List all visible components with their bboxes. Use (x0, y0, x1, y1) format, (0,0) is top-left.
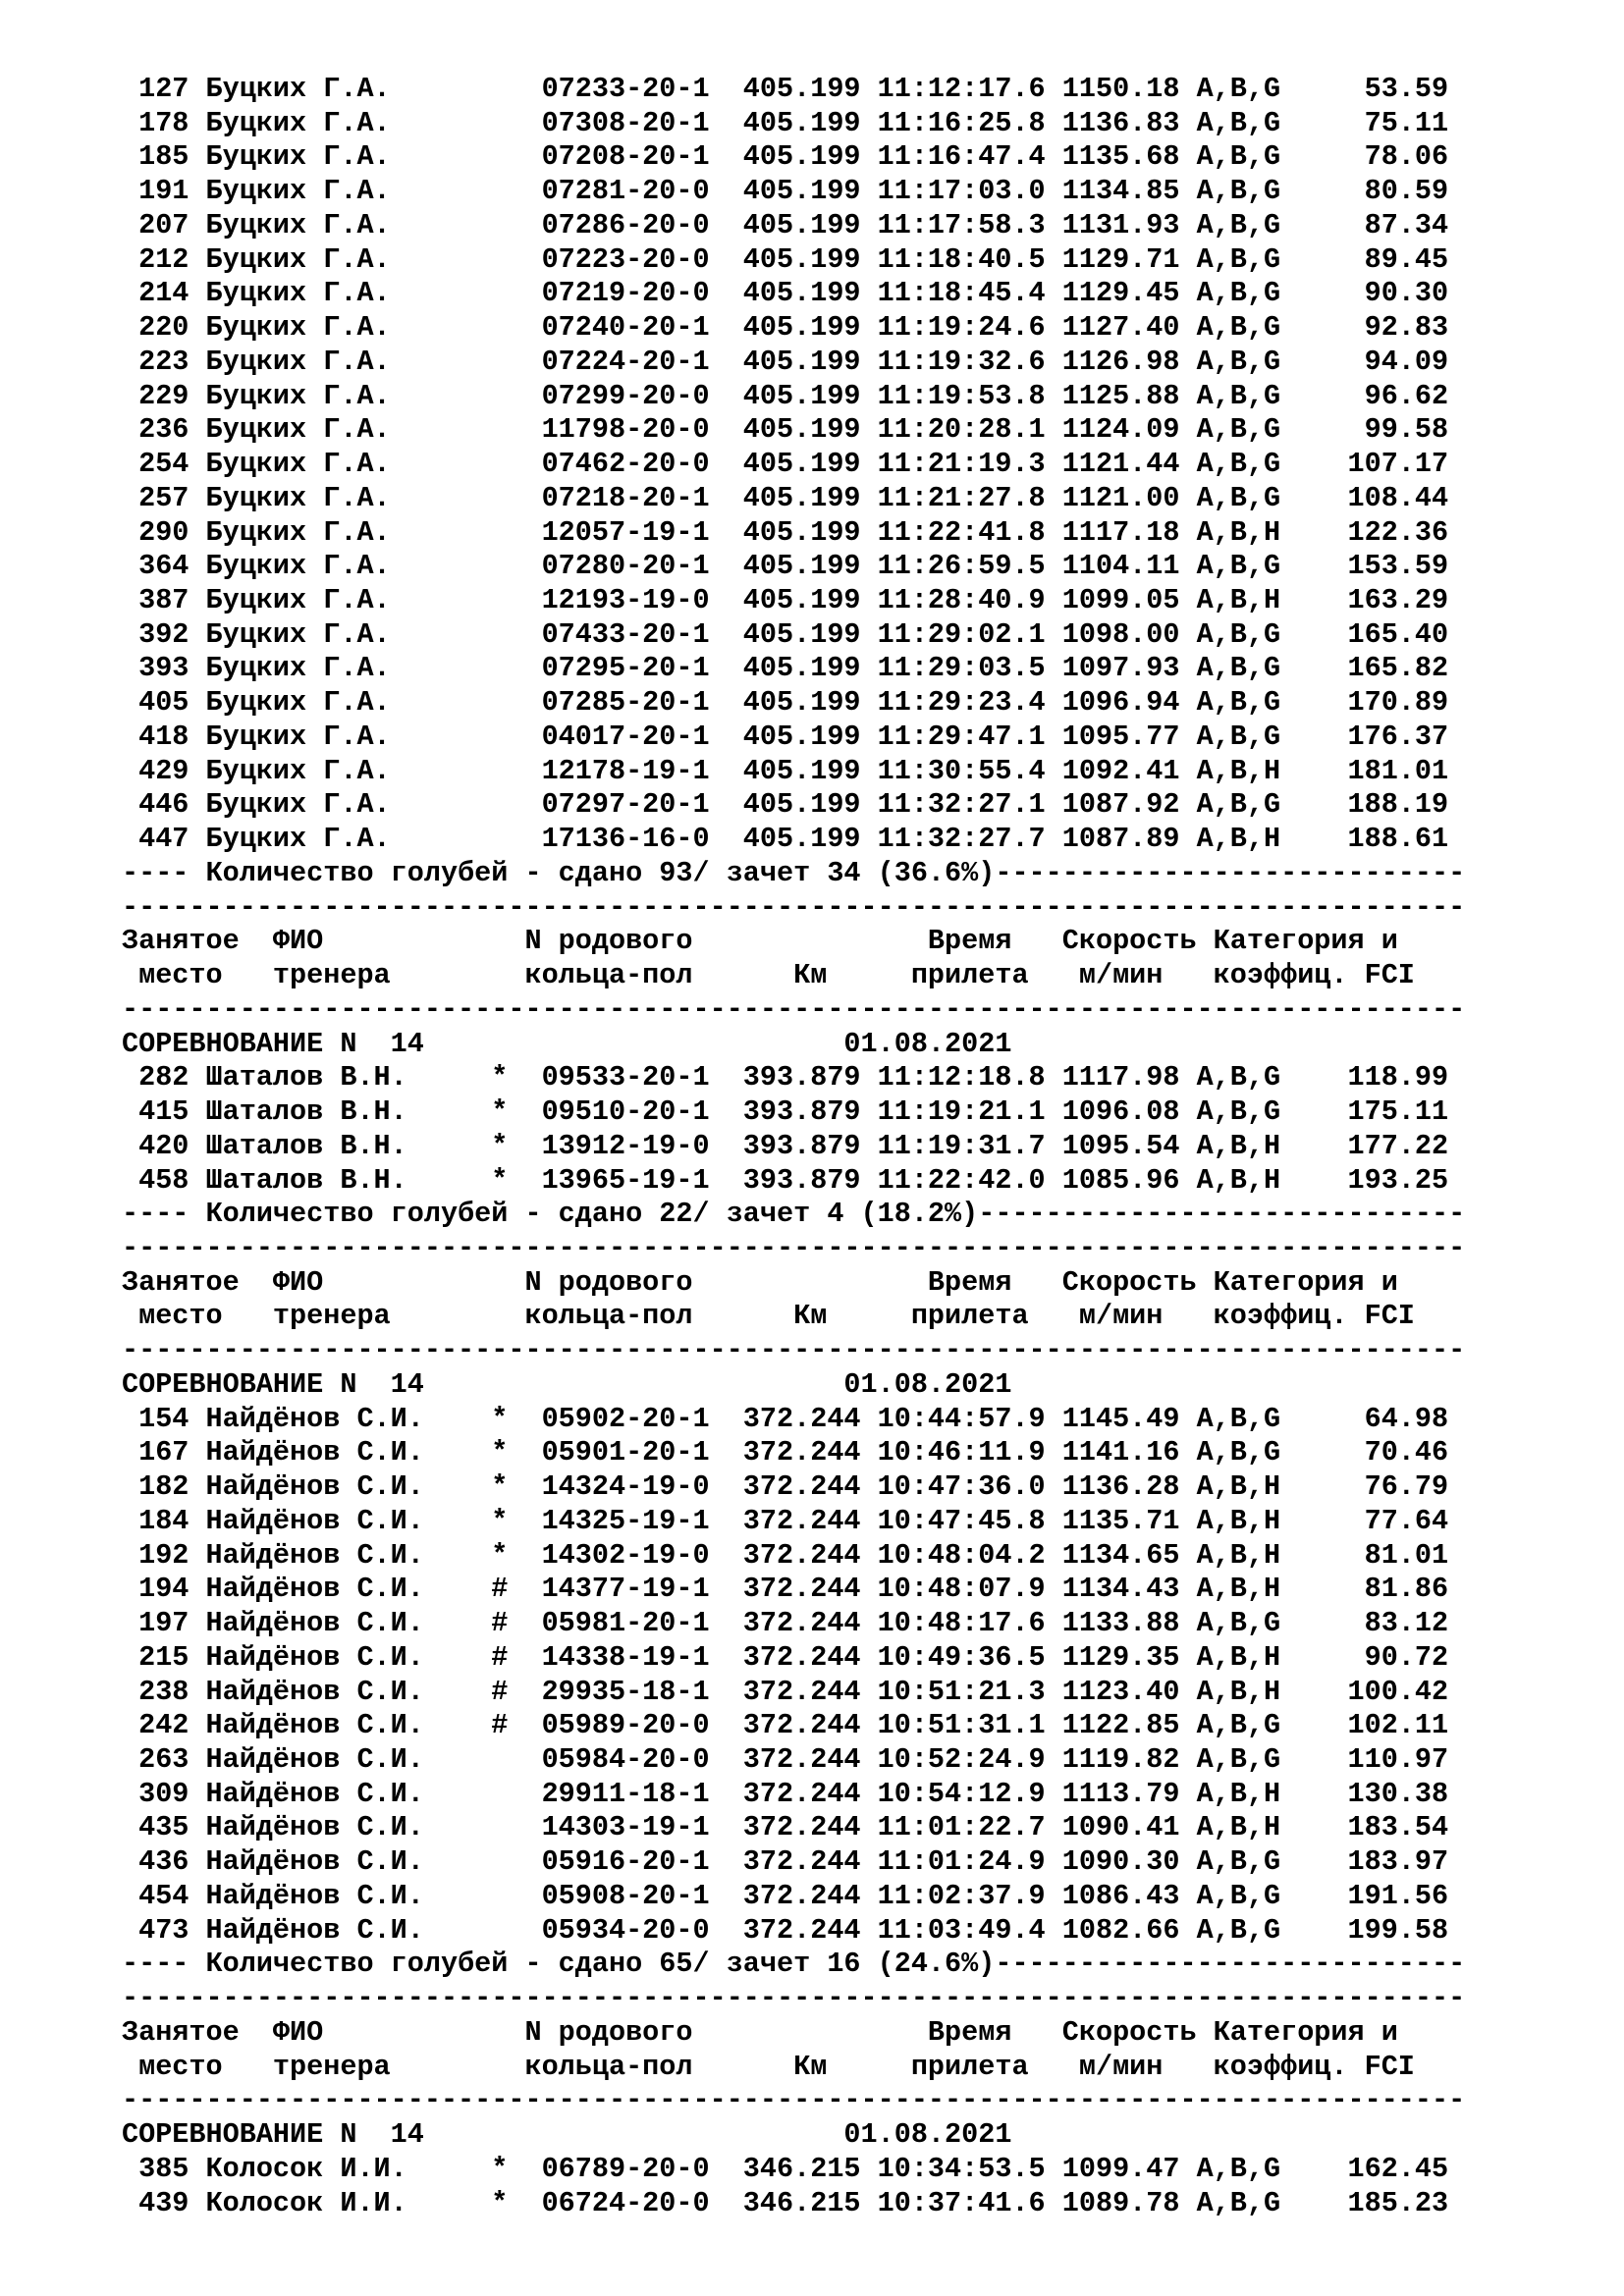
text-line: -------------------------------------------------------------------------------- (122, 2084, 1466, 2117)
text-line: 223 Буцких Г.А. 07224-20-1 405.199 11:19:32.6 1126.98 A,B,G 94.09 (122, 345, 1449, 378)
text-line: 436 Найдёнов С.И. 05916-20-1 372.244 11:01:24.9 1090.30 A,B,G 183.97 (122, 1845, 1449, 1879)
text-line: 309 Найдёнов С.И. 29911-18-1 372.244 10:54:12.9 1113.79 A,B,H 130.38 (122, 1777, 1449, 1810)
text-line: 257 Буцких Г.А. 07218-20-1 405.199 11:21:27.8 1121.00 A,B,G 108.44 (122, 481, 1449, 514)
text-line: ---- Количество голубей - сдано 22/ зачет 4 (18.2%)----------------------------- (122, 1198, 1466, 1231)
text-line: 194 Найдёнов С.И. # 14377-19-1 372.244 10:48:07.9 1134.43 A,B,H 81.86 (122, 1573, 1449, 1606)
text-line: 127 Буцких Г.А. 07233-20-1 405.199 11:12:17.6 1150.18 A,B,G 53.59 (122, 73, 1449, 105)
text-line: 429 Буцких Г.А. 12178-19-1 405.199 11:30:55.4 1092.41 A,B,H 181.01 (122, 754, 1449, 787)
text-line: 220 Буцких Г.А. 07240-20-1 405.199 11:19:24.6 1127.40 A,B,G 92.83 (122, 311, 1449, 345)
text-line: ---- Количество голубей - сдано 93/ зачет 34 (36.6%)---------------------------- (122, 856, 1466, 889)
text-line: -------------------------------------------------------------------------------- (122, 1334, 1466, 1367)
text-line: 167 Найдёнов С.И. * 05901-20-1 372.244 10:46:11.9 1141.16 A,B,G 70.46 (122, 1436, 1449, 1469)
text-line: 238 Найдёнов С.И. # 29935-18-1 372.244 10:51:21.3 1123.40 A,B,H 100.42 (122, 1675, 1449, 1708)
text-line: 212 Буцких Г.А. 07223-20-0 405.199 11:18:40.5 1129.71 A,B,G 89.45 (122, 242, 1449, 276)
text-line: Занятое ФИО N родового Время Скорость Категория и (122, 2015, 1398, 2049)
text-line: СОРЕВНОВАНИЕ N 14 01.08.2021 (122, 1367, 1012, 1401)
text-line: 214 Буцких Г.А. 07219-20-0 405.199 11:18:45.4 1129.45 A,B,G 90.30 (122, 277, 1449, 310)
text-line: 254 Буцких Г.А. 07462-20-0 405.199 11:21:19.3 1121.44 A,B,G 107.17 (122, 448, 1449, 481)
text-line: 184 Найдёнов С.И. * 14325-19-1 372.244 10:47:45.8 1135.71 A,B,H 77.64 (122, 1504, 1449, 1537)
text-line: Занятое ФИО N родового Время Скорость Категория и (122, 1265, 1398, 1299)
text-line: место тренера кольца-пол Км прилета м/мин коэффиц. FCI (122, 1300, 1415, 1333)
text-line: 392 Буцких Г.А. 07433-20-1 405.199 11:29:02.1 1098.00 A,B,G 165.40 (122, 617, 1449, 651)
text-line: 435 Найдёнов С.И. 14303-19-1 372.244 11:01:22.7 1090.41 A,B,H 183.54 (122, 1811, 1449, 1844)
text-line: -------------------------------------------------------------------------------- (122, 992, 1466, 1026)
text-line: ---- Количество голубей - сдано 65/ зачет 16 (24.6%)---------------------------- (122, 1948, 1466, 1981)
text-line: 447 Буцких Г.А. 17136-16-0 405.199 11:32:27.7 1087.89 A,B,H 188.61 (122, 823, 1449, 856)
text-line: 182 Найдёнов С.И. * 14324-19-0 372.244 10:47:36.0 1136.28 A,B,H 76.79 (122, 1470, 1449, 1504)
text-line: -------------------------------------------------------------------------------- (122, 1982, 1466, 2015)
text-line: 364 Буцких Г.А. 07280-20-1 405.199 11:26:59.5 1104.11 A,B,G 153.59 (122, 550, 1449, 583)
text-line: 393 Буцких Г.А. 07295-20-1 405.199 11:29:03.5 1097.93 A,B,G 165.82 (122, 652, 1449, 685)
text-line: 473 Найдёнов С.И. 05934-20-0 372.244 11:03:49.4 1082.66 A,B,G 199.58 (122, 1913, 1449, 1947)
text-line: место тренера кольца-пол Км прилета м/мин коэффиц. FCI (122, 2050, 1415, 2083)
text-line: 215 Найдёнов С.И. # 14338-19-1 372.244 10:49:36.5 1129.35 A,B,H 90.72 (122, 1640, 1449, 1674)
text-line: 418 Буцких Г.А. 04017-20-1 405.199 11:29:47.1 1095.77 A,B,G 176.37 (122, 720, 1449, 753)
text-line: 154 Найдёнов С.И. * 05902-20-1 372.244 10:44:57.9 1145.49 A,B,G 64.98 (122, 1402, 1449, 1435)
text-line: 446 Буцких Г.А. 07297-20-1 405.199 11:32:27.1 1087.92 A,B,G 188.19 (122, 788, 1449, 822)
text-line: 236 Буцких Г.А. 11798-20-0 405.199 11:20:28.1 1124.09 A,B,G 99.58 (122, 413, 1449, 447)
text-line: Занятое ФИО N родового Время Скорость Категория и (122, 925, 1398, 958)
text-line: 185 Буцких Г.А. 07208-20-1 405.199 11:16:47.4 1135.68 A,B,G 78.06 (122, 140, 1449, 174)
text-line: 387 Буцких Г.А. 12193-19-0 405.199 11:28:40.9 1099.05 A,B,H 163.29 (122, 584, 1449, 617)
text-line: 197 Найдёнов С.И. # 05981-20-1 372.244 10:48:17.6 1133.88 A,B,G 83.12 (122, 1607, 1449, 1640)
text-line: место тренера кольца-пол Км прилета м/мин коэффиц. FCI (122, 959, 1415, 992)
text-line: 454 Найдёнов С.И. 05908-20-1 372.244 11:02:37.9 1086.43 A,B,G 191.56 (122, 1879, 1449, 1912)
text-line: 458 Шаталов В.Н. * 13965-19-1 393.879 11:22:42.0 1085.96 A,B,H 193.25 (122, 1163, 1449, 1197)
text-line: 192 Найдёнов С.И. * 14302-19-0 372.244 10:48:04.2 1134.65 A,B,H 81.01 (122, 1538, 1449, 1572)
text-line: 263 Найдёнов С.И. 05984-20-0 372.244 10:52:24.9 1119.82 A,B,G 110.97 (122, 1742, 1449, 1776)
text-line: 191 Буцких Г.А. 07281-20-0 405.199 11:17:03.0 1134.85 A,B,G 80.59 (122, 175, 1449, 208)
text-line: СОРЕВНОВАНИЕ N 14 01.08.2021 (122, 1027, 1012, 1060)
text-line: 242 Найдёнов С.И. # 05989-20-0 372.244 10:51:31.1 1122.85 A,B,G 102.11 (122, 1709, 1449, 1742)
text-line: 290 Буцких Г.А. 12057-19-1 405.199 11:22:41.8 1117.18 A,B,H 122.36 (122, 515, 1449, 549)
text-line: 385 Колосок И.И. * 06789-20-0 346.215 10:34:53.5 1099.47 A,B,G 162.45 (122, 2152, 1449, 2185)
text-line: 229 Буцких Г.А. 07299-20-0 405.199 11:19:53.8 1125.88 A,B,G 96.62 (122, 379, 1449, 412)
text-line: СОРЕВНОВАНИЕ N 14 01.08.2021 (122, 2118, 1012, 2152)
results-printout (122, 73, 1614, 2220)
text-line: 178 Буцких Г.А. 07308-20-1 405.199 11:16:25.8 1136.83 A,B,G 75.11 (122, 106, 1449, 139)
text-line: -------------------------------------------------------------------------------- (122, 890, 1466, 924)
text-line: 405 Буцких Г.А. 07285-20-1 405.199 11:29:23.4 1096.94 A,B,G 170.89 (122, 686, 1449, 720)
text-line: -------------------------------------------------------------------------------- (122, 1231, 1466, 1264)
text-line: 282 Шаталов В.Н. * 09533-20-1 393.879 11:12:18.8 1117.98 A,B,G 118.99 (122, 1061, 1449, 1095)
text-line: 439 Колосок И.И. * 06724-20-0 346.215 10:37:41.6 1089.78 A,B,G 185.23 (122, 2186, 1449, 2219)
text-line: 415 Шаталов В.Н. * 09510-20-1 393.879 11:19:21.1 1096.08 A,B,G 175.11 (122, 1095, 1449, 1129)
text-line: 420 Шаталов В.Н. * 13912-19-0 393.879 11:19:31.7 1095.54 A,B,H 177.22 (122, 1129, 1449, 1162)
text-line: 207 Буцких Г.А. 07286-20-0 405.199 11:17:58.3 1131.93 A,B,G 87.34 (122, 208, 1449, 241)
